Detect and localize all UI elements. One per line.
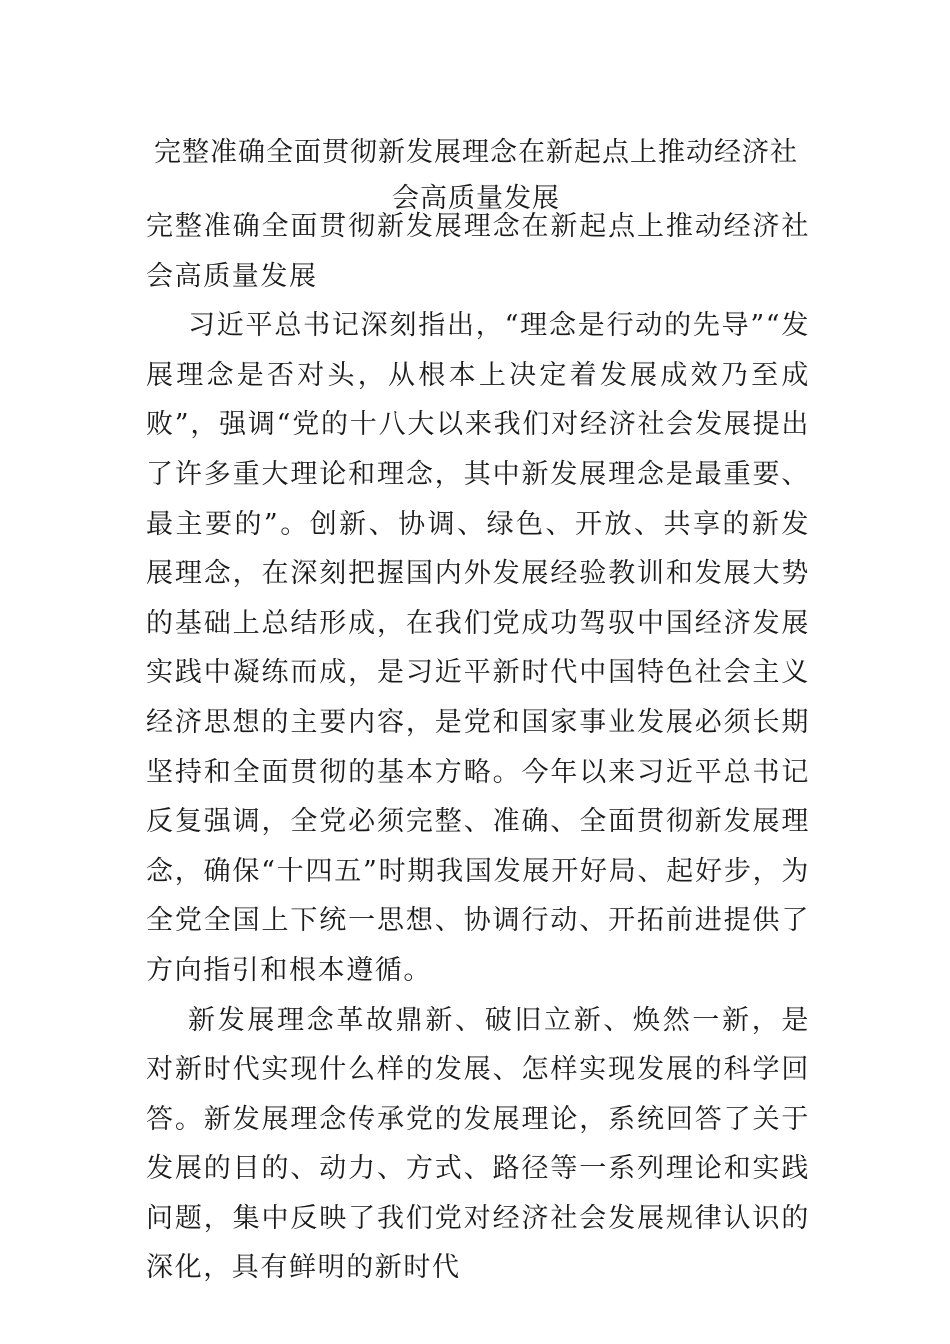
document-subtitle: 完整准确全面贯彻新发展理念在新起点上推动经济社会高质量发展 [146,211,810,292]
paragraph-2: 新发展理念革故鼎新、破旧立新、焕然一新，是对新时代实现什么样的发展、怎样实现发展的科学回答。新发展理念传承党的发展理论，系统回答了关于发展的目的、动力、方式、路径等一系列理论和实践问题，集中反映了我们党对经济社会发展规律认识的深化，具有鲜明的新时代 [146,1004,810,1284]
document-body [146,202,810,1293]
paragraph-1: 习近平总书记深刻指出，“理念是行动的先导”“发展理念是否对头，从根本上决定着发展成效乃至成败”，强调“党的十八大以来我们对经济社会发展提出了许多重大理论和理念，其中新发展理念是最重要、最主要的”。创新、协调、绿色、开放、共享的新发展理念，在深刻把握国内外发展经验教训和发展大势的基础上总结形成，在我们党成功驾驭中国经济发展实践中凝练而成，是习近平新时代中国特色社会主义经济思想的主要内容，是党和国家事业发展必须长期坚持和全面贯彻的基本方略。今年以来习近平总书记反复强调，全党必须完整、准确、全面贯彻新发展理念，确保“十四五”时期我国发展开好局、起好步，为全党全国上下统一思想、协调行动、开拓前进提供了方向指引和根本遵循。 [146,310,810,986]
document-title: 完整准确全面贯彻新发展理念在新起点上推动经济社会高质量发展 [154,137,798,214]
